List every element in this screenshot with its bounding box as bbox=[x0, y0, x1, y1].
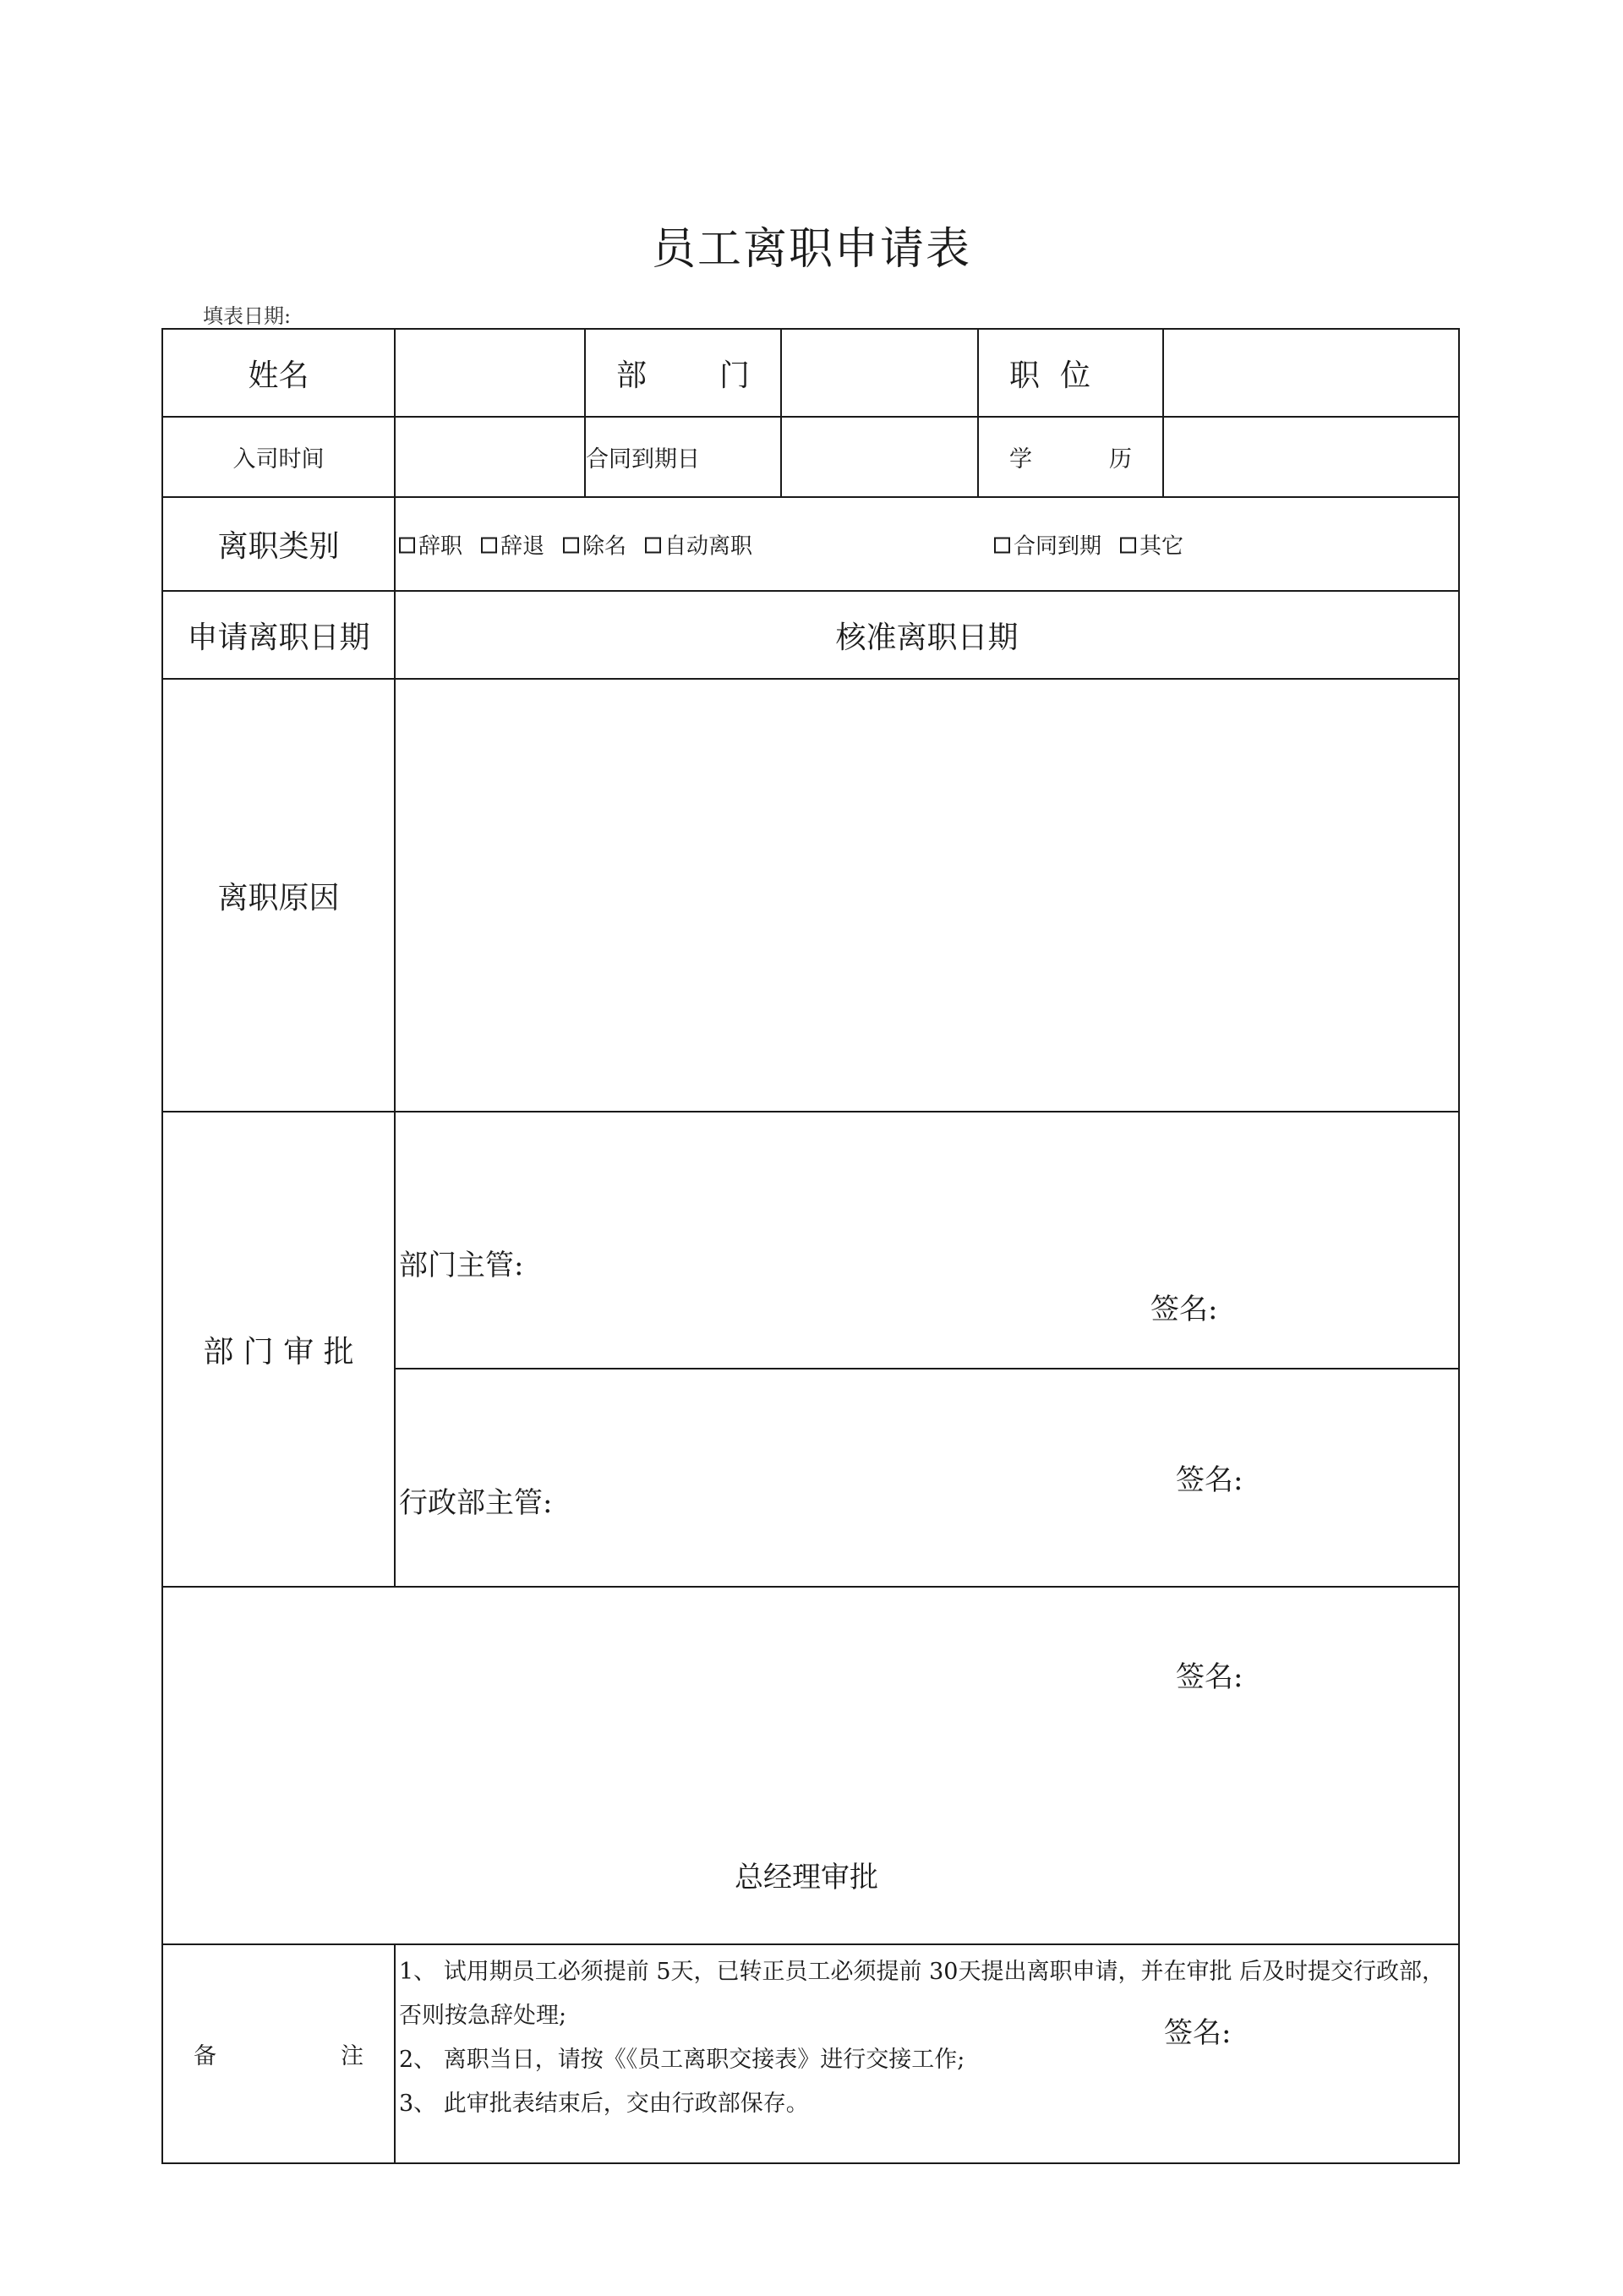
type-options-left bbox=[399, 528, 752, 560]
dept-manager-field[interactable] bbox=[395, 1112, 1459, 1497]
note-item: 3、 此审批表结束后，交由行政部保存。 bbox=[399, 2091, 809, 2117]
dept-manager-signature-label: 签名: bbox=[1176, 1463, 1243, 1497]
position-label: 职 位 bbox=[978, 329, 1163, 417]
form-title: 员工离职申请表 bbox=[651, 224, 971, 275]
admin-manager-field[interactable] bbox=[395, 1369, 1459, 1694]
option-dismissed[interactable]: 辞退 bbox=[481, 528, 544, 560]
apply-date-label: 申请离职日期 bbox=[162, 591, 395, 679]
checkbox-icon[interactable] bbox=[994, 538, 1010, 554]
fill-date-label: 填表日期: bbox=[203, 304, 292, 328]
option-contract-expired[interactable]: 合同到期 bbox=[994, 528, 1101, 560]
gm-approval-label: 总经理审批 bbox=[735, 1860, 878, 1894]
dept-approval-label: 部 门 审 批 bbox=[162, 1112, 395, 1587]
option-expelled[interactable]: 除名 bbox=[563, 528, 626, 560]
type-options-right bbox=[994, 528, 1183, 560]
approved-date-label: 核准离职日期 bbox=[395, 591, 1459, 679]
department-field[interactable] bbox=[781, 329, 978, 417]
notes-content bbox=[395, 1944, 1459, 2163]
notes-label: 备 注 bbox=[162, 1944, 395, 2163]
education-field[interactable] bbox=[1163, 417, 1459, 497]
department-label: 部 门 bbox=[585, 329, 781, 417]
dept-manager-label: 部门主管: bbox=[399, 1249, 524, 1282]
education-label: 学 历 bbox=[978, 417, 1163, 497]
join-date-field[interactable] bbox=[395, 417, 585, 497]
admin-manager-label: 行政部主管: bbox=[399, 1486, 553, 1520]
checkbox-icon[interactable] bbox=[563, 538, 579, 554]
checkbox-icon[interactable] bbox=[645, 538, 661, 554]
checkbox-icon[interactable] bbox=[1120, 538, 1136, 554]
name-field[interactable] bbox=[395, 329, 585, 417]
resignation-type-options bbox=[395, 497, 1459, 591]
note-item: 2、 离职当日，请按《《员工离职交接表》进行交接工作; bbox=[399, 2047, 965, 2073]
checkbox-icon[interactable] bbox=[481, 538, 497, 554]
name-label: 姓名 bbox=[162, 329, 395, 417]
note-item: 1、 试用期员工必须提前 5天，已转正员工必须提前 30天提出离职申请，并在审批 后及时提交行政部，否则按急辞处理; bbox=[399, 1959, 1445, 2029]
option-resign[interactable]: 辞职 bbox=[399, 528, 462, 560]
join-date-label: 入司时间 bbox=[162, 417, 395, 497]
reason-signature-label: 签名: bbox=[1150, 1293, 1218, 1326]
admin-manager-signature-label: 签名: bbox=[1176, 1660, 1243, 1694]
option-other[interactable]: 其它 bbox=[1120, 528, 1183, 560]
position-field[interactable] bbox=[1163, 329, 1459, 417]
contract-expiry-field[interactable] bbox=[781, 417, 978, 497]
checkbox-icon[interactable] bbox=[399, 538, 415, 554]
contract-expiry-label: 合同到期日 bbox=[585, 417, 781, 497]
gm-signature-label: 签名: bbox=[1164, 2015, 1232, 2050]
reason-label: 离职原因 bbox=[162, 679, 395, 1112]
resignation-type-label: 离职类别 bbox=[162, 497, 395, 591]
option-voluntary-leave[interactable]: 自动离职 bbox=[645, 528, 752, 560]
resignation-form-table bbox=[161, 328, 1460, 2164]
